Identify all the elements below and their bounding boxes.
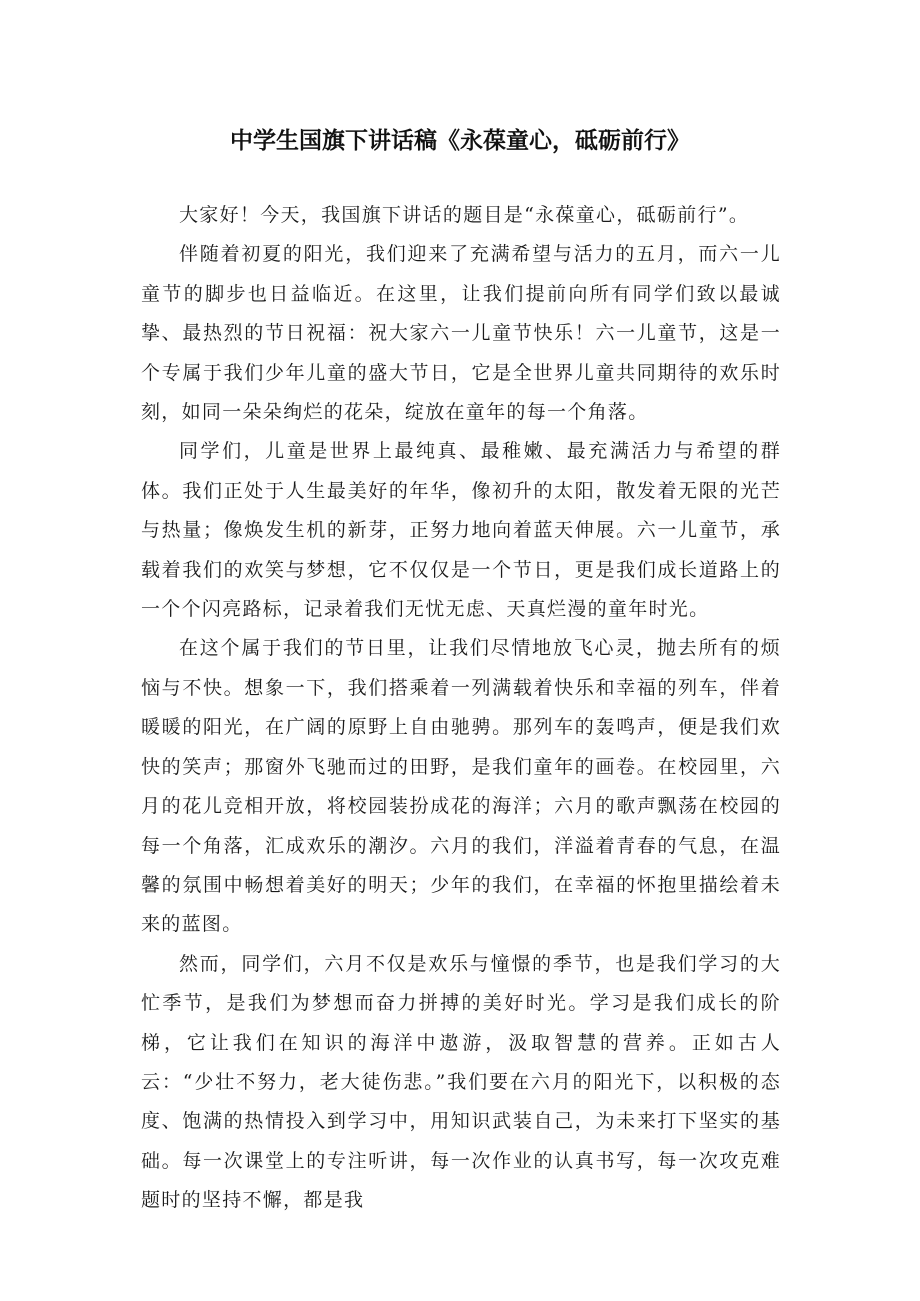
paragraph-childrens-day: 伴随着初夏的阳光，我们迎来了充满希望与活力的五月，而六一儿童节的脚步也日益临近。在这里，让我们提前向所有同学们致以最诚挚、最热烈的节日祝福：祝大家六一儿童节快乐！六一儿童节，这是一个专属于我们少年儿童的盛大节日，它是全世界儿童共同期待的欢乐时刻，如同一朵朵绚烂的花朵，绽放在童年的每一个角落。: [141, 243, 781, 424]
paragraph-study: 然而，同学们，六月不仅是欢乐与憧憬的季节，也是我们学习的大忙季节，是我们为梦想而奋力拼搏的美好时光。学习是我们成长的阶梯，它让我们在知识的海洋中遨游，汲取智慧的营养。正如古人云：“少壮不努力，老大徒伤悲。”我们要在六月的阳光下，以积极的态度、饱满的热情投入到学习中，用知识武装自己，为未来打下坚实的基础。每一次课堂上的专注听讲，每一次作业的认真书写，每一次攻克难题时的坚持不懈，都是我: [141, 952, 781, 1212]
paragraph-greeting: 大家好！今天，我国旗下讲话的题目是“永葆童心，砥砺前行”。: [179, 204, 750, 226]
paragraph-childhood: 同学们，儿童是世界上最纯真、最稚嫩、最充满活力与希望的群体。我们正处于人生最美好的年华，像初升的太阳，散发着无限的光芒与热量；像焕发生机的新芽，正努力地向着蓝天伸展。六一儿童节，承载着我们的欢笑与梦想，它不仅仅是一个节日，更是我们成长道路上的一个个闪亮路标，记录着我们无忧无虑、天真烂漫的童年时光。: [141, 440, 781, 621]
paragraph-festival: 在这个属于我们的节日里，让我们尽情地放飞心灵，抛去所有的烦恼与不快。想象一下，我们搭乘着一列满载着快乐和幸福的列车，伴着暖暖的阳光，在广阔的原野上自由驰骋。那列车的轰鸣声，便是我们欢快的笑声；那窗外飞驰而过的田野，是我们童年的画卷。在校园里，六月的花儿竞相开放，将校园装扮成花的海洋；六月的歌声飘荡在校园的每一个角落，汇成欢乐的潮汐。六月的我们，洋溢着青春的气息，在温馨的氛围中畅想着美好的明天；少年的我们，在幸福的怀抱里描绘着未来的蓝图。: [141, 637, 781, 936]
document-body: [141, 196, 781, 1221]
document-title: 中学生国旗下讲话稿《永葆童心，砥砺前行》: [230, 128, 690, 154]
